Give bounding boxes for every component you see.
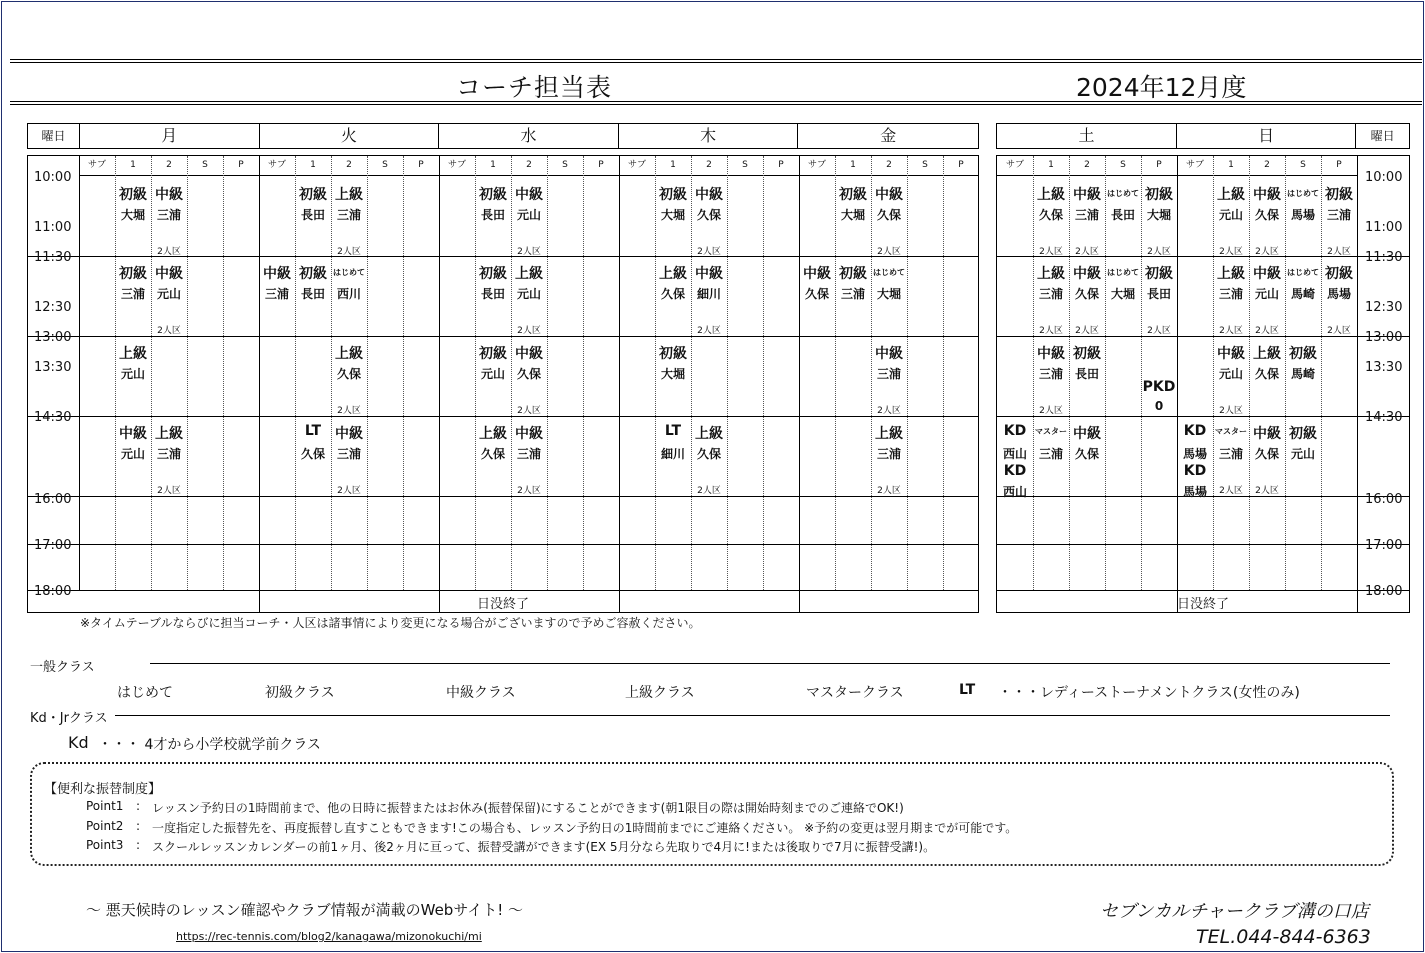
class-level: 上級 — [1217, 187, 1245, 203]
time-label: 17:00 — [34, 538, 72, 553]
class-level: 上級 — [515, 266, 543, 282]
class-level: 上級 — [335, 346, 363, 362]
slot-header: 1 — [295, 156, 331, 176]
coach-name: 三浦 — [1218, 447, 1243, 461]
page-title: コーチ担当表 — [456, 73, 613, 102]
sunset-label: 日没終了 — [1176, 597, 1229, 612]
class-level: 初級 — [479, 187, 507, 203]
coach-name: 久保 — [1254, 208, 1279, 222]
weekday-header — [27, 123, 979, 149]
point3-text: スクールレッスンカレンダーの前1ヶ月、後2ヶ月に亘って、振替受講ができます(EX 5月分なら先取りで4月に!または後取りで7月に振替受講!)。 — [152, 840, 936, 854]
class-level: 初級 — [839, 187, 867, 203]
time-label: 11:00 — [1365, 220, 1403, 235]
coach-name: 0 — [1154, 399, 1164, 413]
capacity-label: 2人区 — [157, 486, 181, 496]
title-rule-2 — [10, 104, 1422, 105]
row-line — [997, 590, 1409, 591]
time-label: 13:00 — [1365, 330, 1403, 345]
coach-name: 元山 — [156, 287, 181, 301]
class-level: 中級 — [803, 266, 831, 282]
coach-name: 細川 — [696, 287, 721, 301]
coach-name: 久保 — [660, 287, 685, 301]
column-line — [727, 156, 728, 590]
slot-header: S — [727, 156, 763, 176]
capacity-label: 2人区 — [517, 486, 541, 496]
coach-name: 三浦 — [336, 208, 361, 222]
class-level: 中級 — [1253, 187, 1281, 203]
coach-name: 元山 — [120, 447, 145, 461]
class-level: 上級 — [695, 426, 723, 442]
legend-hajimete: はじめて — [117, 685, 173, 701]
coach-name: 久保 — [480, 447, 505, 461]
coach-name: 元山 — [1254, 287, 1279, 301]
sunset-label: 日没終了 — [476, 597, 529, 612]
row-line — [997, 336, 1409, 337]
coach-name: 細川 — [660, 447, 685, 461]
class-level: 中級 — [875, 346, 903, 362]
coach-name: 久保 — [1074, 287, 1099, 301]
class-level: 中級 — [1073, 426, 1101, 442]
point2-colon: : — [136, 819, 141, 833]
time-label: 13:30 — [34, 360, 72, 375]
coach-name: 久保 — [876, 208, 901, 222]
class-level: 初級 — [119, 187, 147, 203]
class-level: LT — [304, 423, 322, 439]
class-level: 上級 — [479, 426, 507, 442]
class-level: 中級 — [1073, 187, 1101, 203]
slot-header: 2 — [151, 156, 187, 176]
class-level: 初級 — [659, 187, 687, 203]
class-level: 初級 — [1325, 187, 1353, 203]
coach-name: 長田 — [1146, 287, 1171, 301]
coach-name: 元山 — [516, 208, 541, 222]
kd-class-heading: Kd・Jrクラス — [30, 711, 108, 726]
slot-header: サブ — [259, 156, 295, 176]
capacity-label: 2人区 — [697, 326, 721, 336]
slot-header: サブ — [79, 156, 115, 176]
class-level: 中級 — [515, 346, 543, 362]
class-level: 中級 — [1253, 266, 1281, 282]
class-level: 中級 — [155, 187, 183, 203]
legend-intermediate: 中級クラス — [446, 685, 516, 701]
coach-name: 大堀 — [1110, 287, 1135, 301]
slot-header: 2 — [511, 156, 547, 176]
slot-header: 1 — [1213, 156, 1249, 176]
class-level: はじめて — [1107, 268, 1139, 277]
slot-header: P — [583, 156, 619, 176]
general-class-heading: 一般クラス — [30, 660, 95, 675]
coach-name: 元山 — [516, 287, 541, 301]
class-level: 中級 — [695, 266, 723, 282]
slot-header: サブ — [439, 156, 475, 176]
column-line — [763, 156, 764, 590]
slot-header: サブ — [997, 156, 1033, 176]
class-level: はじめて — [1287, 268, 1319, 277]
class-level: はじめて — [1287, 189, 1319, 198]
capacity-label: 2人区 — [1255, 326, 1279, 336]
time-label: 18:00 — [34, 584, 72, 599]
day-sat: 土 — [1078, 126, 1095, 145]
capacity-label: 2人区 — [877, 247, 901, 257]
column-line — [223, 156, 224, 590]
capacity-label: 2人区 — [1039, 326, 1063, 336]
point1-label: Point1 — [86, 799, 124, 813]
top-rule-2 — [10, 62, 1422, 63]
class-level: マスター — [1035, 427, 1067, 436]
column-line — [187, 156, 188, 590]
class-level: PKD — [1142, 379, 1176, 395]
coach-name: 久保 — [336, 367, 361, 381]
column-line — [907, 156, 908, 590]
capacity-label: 2人区 — [877, 406, 901, 416]
class-level: 初級 — [299, 266, 327, 282]
slot-header: 1 — [835, 156, 871, 176]
day-sun: 日 — [1176, 124, 1355, 148]
coach-name: 三浦 — [1038, 447, 1063, 461]
class-level: 初級 — [1073, 346, 1101, 362]
row-line — [28, 496, 978, 497]
class-level: 中級 — [1253, 426, 1281, 442]
column-line — [403, 156, 404, 590]
weekday-label: 曜日 — [41, 129, 66, 143]
coach-name: 大堀 — [120, 208, 145, 222]
row-line — [997, 544, 1409, 545]
coach-name: 久保 — [516, 367, 541, 381]
capacity-label: 2人区 — [1039, 406, 1063, 416]
slot-header: P — [223, 156, 259, 176]
class-level: 初級 — [479, 346, 507, 362]
time-label: 17:00 — [1365, 538, 1403, 553]
class-level: KD — [1003, 463, 1027, 479]
coach-name: 馬場 — [1182, 447, 1207, 461]
slot-header: サブ — [1177, 156, 1213, 176]
slot-header: S — [547, 156, 583, 176]
class-level: 中級 — [263, 266, 291, 282]
class-level: KD — [1183, 463, 1207, 479]
weekday-label-right: 曜日 — [1355, 124, 1409, 148]
coach-name: 久保 — [804, 287, 829, 301]
weekend-header — [996, 123, 1410, 149]
class-level: KD — [1003, 423, 1027, 439]
time-label: 16:00 — [1365, 492, 1403, 507]
capacity-label: 2人区 — [337, 486, 361, 496]
class-level: 初級 — [1289, 346, 1317, 362]
legend-master: マスタークラス — [806, 685, 904, 701]
coach-name: 久保 — [1254, 367, 1279, 381]
class-level: 中級 — [1073, 266, 1101, 282]
capacity-label: 2人区 — [1327, 326, 1351, 336]
slot-header: 1 — [475, 156, 511, 176]
class-level: マスター — [1215, 427, 1247, 436]
slot-header: P — [763, 156, 799, 176]
class-level: 上級 — [659, 266, 687, 282]
coach-name: 三浦 — [264, 287, 289, 301]
capacity-label: 2人区 — [1147, 326, 1171, 336]
point3-colon: : — [136, 838, 141, 852]
coach-name: 三浦 — [336, 447, 361, 461]
class-level: 初級 — [1145, 187, 1173, 203]
capacity-label: 2人区 — [1075, 247, 1099, 257]
point2-label: Point2 — [86, 819, 124, 833]
time-label: 11:30 — [1365, 250, 1403, 265]
legend-lt-desc: ・・・レディーストーナメントクラス(女性のみ) — [998, 685, 1300, 701]
class-level: はじめて — [1107, 189, 1139, 198]
top-rule — [10, 59, 1422, 60]
time-label: 14:30 — [1365, 410, 1403, 425]
coach-name: 西山 — [1002, 447, 1027, 461]
class-level: 中級 — [119, 426, 147, 442]
kd-rule — [115, 715, 1390, 716]
day-tue: 火 — [259, 124, 439, 148]
capacity-label: 2人区 — [1147, 247, 1171, 257]
class-level: 中級 — [515, 187, 543, 203]
coach-name: 馬崎 — [1290, 287, 1315, 301]
slot-header: 2 — [331, 156, 367, 176]
time-label: 14:30 — [34, 410, 72, 425]
class-level: 初級 — [479, 266, 507, 282]
capacity-label: 2人区 — [1255, 247, 1279, 257]
class-level: 上級 — [1037, 266, 1065, 282]
day-fri: 金 — [797, 124, 978, 148]
capacity-label: 2人区 — [1327, 247, 1351, 257]
slot-header: サブ — [799, 156, 835, 176]
row-line — [28, 544, 978, 545]
time-label: 10:00 — [1365, 170, 1403, 185]
capacity-label: 2人区 — [517, 247, 541, 257]
row-line — [28, 590, 978, 591]
coach-name: 長田 — [1110, 208, 1135, 222]
class-level: KD — [1183, 423, 1207, 439]
coach-name: 三浦 — [876, 447, 901, 461]
capacity-label: 2人区 — [157, 326, 181, 336]
class-level: 中級 — [515, 426, 543, 442]
coach-name: 大堀 — [1146, 208, 1171, 222]
website-link[interactable]: https://rec-tennis.com/blog2/kanagawa/mizonokuchi/mi — [176, 930, 482, 943]
transfer-info-title: 【便利な振替制度】 — [44, 782, 162, 797]
class-level: 初級 — [659, 346, 687, 362]
coach-name: 三浦 — [1326, 208, 1351, 222]
coach-name: 久保 — [696, 208, 721, 222]
coach-name: 久保 — [300, 447, 325, 461]
row-line — [28, 416, 978, 417]
class-level: LT — [664, 423, 682, 439]
coach-name: 大堀 — [840, 208, 865, 222]
class-level: 上級 — [875, 426, 903, 442]
coach-name: 大堀 — [660, 367, 685, 381]
day-thu: 木 — [618, 124, 798, 148]
class-level: 中級 — [695, 187, 723, 203]
coach-name: 三浦 — [120, 287, 145, 301]
slot-header: S — [187, 156, 223, 176]
coach-name: 大堀 — [876, 287, 901, 301]
slot-header: P — [943, 156, 979, 176]
slot-header: P — [1141, 156, 1177, 176]
legend-beginner: 初級クラス — [265, 685, 335, 701]
time-label: 11:00 — [34, 220, 72, 235]
coach-name: 西山 — [1002, 485, 1027, 499]
column-line — [583, 156, 584, 590]
coach-name: 馬崎 — [1290, 367, 1315, 381]
class-level: はじめて — [873, 268, 905, 277]
coach-name: 三浦 — [1074, 208, 1099, 222]
coach-name: 長田 — [480, 287, 505, 301]
coach-name: 元山 — [480, 367, 505, 381]
class-level: 上級 — [1253, 346, 1281, 362]
coach-name: 三浦 — [1038, 367, 1063, 381]
class-level: 初級 — [1325, 266, 1353, 282]
coach-name: 久保 — [1038, 208, 1063, 222]
slot-header: 1 — [655, 156, 691, 176]
capacity-label: 2人区 — [1219, 486, 1243, 496]
class-level: 初級 — [1145, 266, 1173, 282]
coach-name: 元山 — [120, 367, 145, 381]
point1-colon: : — [136, 799, 141, 813]
capacity-label: 2人区 — [697, 486, 721, 496]
time-label: 13:30 — [1365, 360, 1403, 375]
class-level: 上級 — [335, 187, 363, 203]
time-label: 12:30 — [34, 300, 72, 315]
coach-name: 長田 — [300, 287, 325, 301]
capacity-label: 2人区 — [337, 406, 361, 416]
column-line — [547, 156, 548, 590]
weekday-table — [27, 155, 979, 613]
coach-name: 三浦 — [1218, 287, 1243, 301]
slot-header: 2 — [1069, 156, 1105, 176]
capacity-label: 2人区 — [157, 247, 181, 257]
capacity-label: 2人区 — [1255, 486, 1279, 496]
slot-header: S — [1105, 156, 1141, 176]
class-level: 上級 — [1217, 266, 1245, 282]
legend-kd-code: Kd — [68, 733, 89, 752]
time-label: 18:00 — [1365, 584, 1403, 599]
day-wed: 水 — [438, 124, 618, 148]
class-level: 初級 — [299, 187, 327, 203]
coach-name: 三浦 — [516, 447, 541, 461]
class-level: 中級 — [1037, 346, 1065, 362]
store-name: セブンカルチャークラブ溝の口店 — [1100, 901, 1369, 922]
coach-name: 元山 — [1218, 208, 1243, 222]
slot-header: S — [1285, 156, 1321, 176]
coach-name: 西川 — [336, 287, 361, 301]
coach-name: 三浦 — [840, 287, 865, 301]
class-level: 中級 — [335, 426, 363, 442]
class-level: 中級 — [1217, 346, 1245, 362]
time-label: 16:00 — [34, 492, 72, 507]
capacity-label: 2人区 — [1219, 326, 1243, 336]
legend-lt-code: LT — [959, 682, 976, 698]
footer-tagline: ～ 悪天候時のレッスン確認やクラブ情報が満載のWebサイト! ～ — [86, 901, 524, 919]
class-level: 上級 — [119, 346, 147, 362]
coach-name: 元山 — [1290, 447, 1315, 461]
column-line — [943, 156, 944, 590]
class-level: 中級 — [155, 266, 183, 282]
capacity-label: 2人区 — [697, 247, 721, 257]
class-level: 上級 — [1037, 187, 1065, 203]
capacity-label: 2人区 — [337, 247, 361, 257]
coach-name: 長田 — [1074, 367, 1099, 381]
slot-header: 1 — [115, 156, 151, 176]
coach-name: 三浦 — [156, 208, 181, 222]
coach-name: 長田 — [300, 208, 325, 222]
slot-header: S — [907, 156, 943, 176]
coach-name: 元山 — [1218, 367, 1243, 381]
capacity-label: 2人区 — [517, 326, 541, 336]
class-level: 初級 — [1289, 426, 1317, 442]
slot-header: S — [367, 156, 403, 176]
column-line — [367, 156, 368, 590]
slot-header: 2 — [691, 156, 727, 176]
class-level: はじめて — [333, 268, 365, 277]
disclaimer-note: ※タイムテーブルならびに担当コーチ・人区は諸事情により変更になる場合がございますので予めご容赦ください。 — [80, 616, 701, 630]
time-label: 10:00 — [34, 170, 72, 185]
coach-name: 三浦 — [1038, 287, 1063, 301]
coach-name: 三浦 — [156, 447, 181, 461]
weekend-table — [996, 155, 1410, 613]
capacity-label: 2人区 — [1219, 247, 1243, 257]
point2-text: 一度指定した振替先を、再度振替し直すこともできます!この場合も、レッスン予約日の1時間前までにご連絡ください。 ※予約の変更は翌月期までが可能です。 — [152, 821, 1018, 835]
capacity-label: 2人区 — [877, 486, 901, 496]
time-separator — [79, 156, 80, 590]
class-level: 上級 — [155, 426, 183, 442]
coach-name: 久保 — [1074, 447, 1099, 461]
month-label: 2024年12月度 — [1076, 73, 1247, 102]
capacity-label: 2人区 — [1039, 247, 1063, 257]
capacity-label: 2人区 — [517, 406, 541, 416]
coach-name: 長田 — [480, 208, 505, 222]
capacity-label: 2人区 — [1075, 326, 1099, 336]
slot-header: 2 — [1249, 156, 1285, 176]
store-tel: TEL.044-844-6363 — [1196, 926, 1371, 948]
coach-name: 馬場 — [1290, 208, 1315, 222]
row-line — [28, 336, 978, 337]
class-level: 初級 — [839, 266, 867, 282]
general-rule — [150, 663, 1390, 664]
slot-header: 2 — [871, 156, 907, 176]
row-line — [997, 416, 1409, 417]
legend-advanced: 上級クラス — [625, 685, 695, 701]
point3-label: Point3 — [86, 838, 124, 852]
legend-kd-desc: ・・・ 4才から小学校就学前クラス — [98, 737, 321, 753]
coach-name: 三浦 — [876, 367, 901, 381]
slot-header: 1 — [1033, 156, 1069, 176]
day-mon: 月 — [79, 124, 259, 148]
time-label: 13:00 — [34, 330, 72, 345]
capacity-label: 2人区 — [1219, 406, 1243, 416]
class-level: 中級 — [875, 187, 903, 203]
coach-name: 大堀 — [660, 208, 685, 222]
time-label: 12:30 — [1365, 300, 1403, 315]
time-label: 11:30 — [34, 250, 72, 265]
slot-header: P — [1321, 156, 1357, 176]
class-level: 初級 — [119, 266, 147, 282]
coach-name: 久保 — [1254, 447, 1279, 461]
slot-header: P — [403, 156, 439, 176]
slot-header: サブ — [619, 156, 655, 176]
coach-name: 馬場 — [1326, 287, 1351, 301]
point1-text: レッスン予約日の1時間前まで、他の日時に振替またはお休み(振替保留)にすることができます(朝1限目の際は開始時刻までのご連絡でOK!) — [152, 801, 904, 815]
coach-name: 馬場 — [1182, 485, 1207, 499]
coach-name: 久保 — [696, 447, 721, 461]
